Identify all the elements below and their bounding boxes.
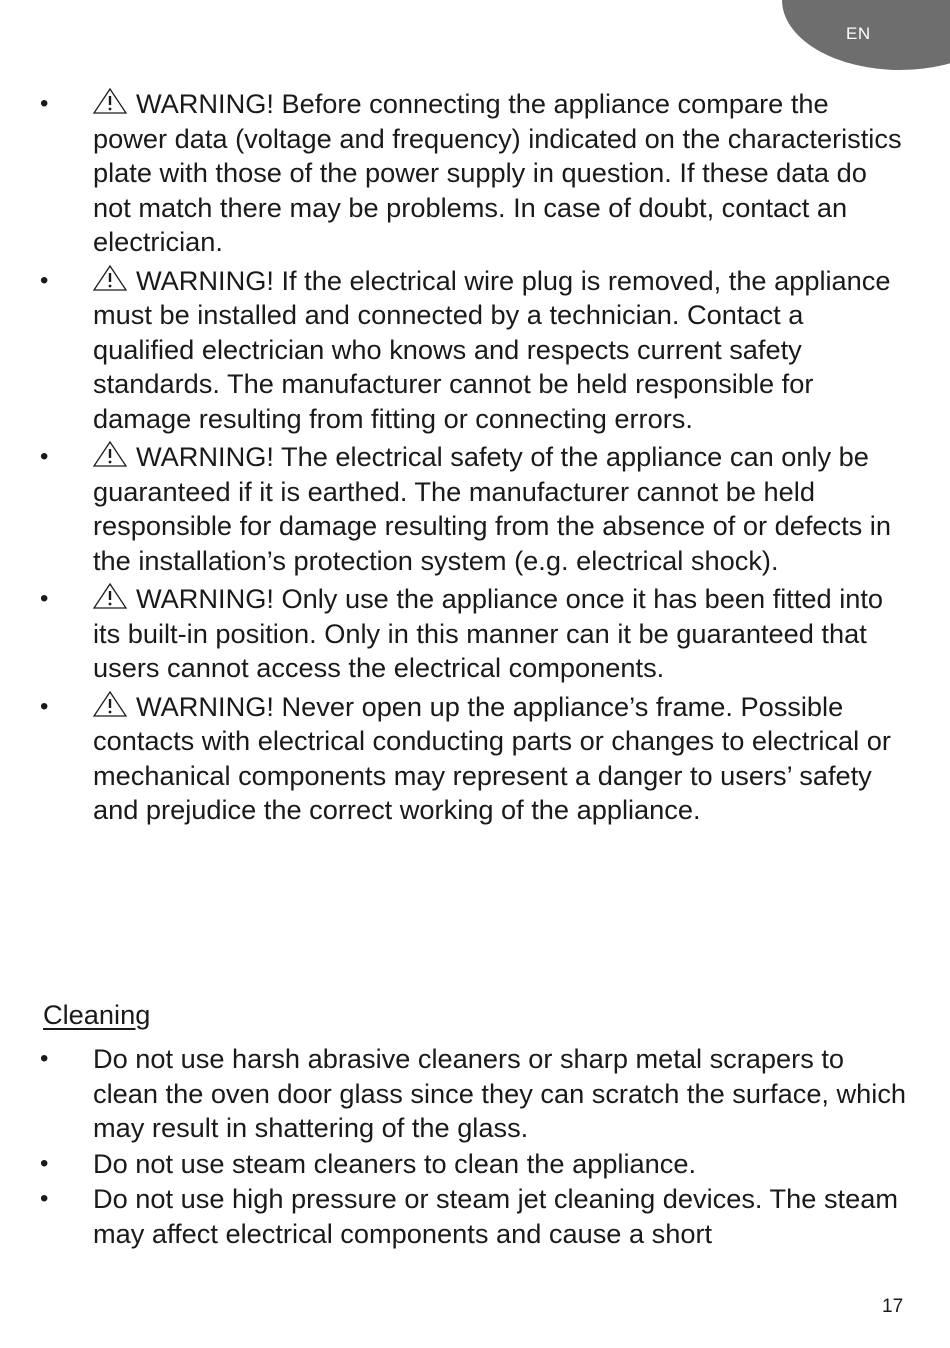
bullet: •: [40, 443, 49, 470]
warning-item: [0, 440, 950, 578]
warning-item: [0, 87, 950, 260]
warning-list: [0, 87, 950, 832]
warning-text: WARNING! Before connecting the appliance compare the power data (voltage and frequency) indicated on the characteristics plate with those of the power supply in question. If these data do not match there may be problems. In case of doubt, contact an electrician.: [93, 88, 902, 257]
cleaning-text: Do not use steam cleaners to clean the appliance.: [93, 1147, 697, 1179]
page-number: 17: [882, 1296, 904, 1317]
warning-text: WARNING! The electrical safety of the appliance can only be guaranteed if it is earthed. The manufacturer cannot be held responsible for damage resulting from the absence of or defects in the installation’s protection system (e.g. electrical shock).: [93, 441, 891, 576]
language-label: EN: [846, 24, 871, 43]
bullet: •: [40, 266, 49, 294]
warning-item: [0, 582, 950, 686]
warning-triangle-icon: [93, 691, 127, 717]
warning-triangle-icon: [93, 88, 127, 114]
bullet: •: [40, 692, 49, 720]
cleaning-item: [0, 1182, 950, 1251]
warning-triangle-icon: [93, 265, 127, 291]
warning-text: WARNING! If the electrical wire plug is removed, the appliance must be installed and connected by a technician. Contact a qualified electrician who knows and respects current safety standards. The manufacturer cannot be held responsible for damage resulting from fitting or connecting errors.: [93, 264, 891, 434]
warning-triangle-icon: [93, 441, 127, 467]
bullet: •: [40, 1045, 49, 1072]
cleaning-item: [0, 1147, 950, 1182]
warning-item: [0, 690, 950, 828]
cleaning-item: [0, 1042, 950, 1146]
warning-triangle-icon: [93, 583, 127, 609]
cleaning-text: Do not use harsh abrasive cleaners or sharp metal scrapers to clean the oven door glass since they can scratch the surface, which may result in shattering of the glass.: [93, 1043, 907, 1143]
bullet: •: [40, 585, 49, 612]
bullet: •: [40, 1149, 49, 1177]
bullet: •: [40, 90, 49, 117]
cleaning-heading: Cleaning: [43, 999, 151, 1030]
cleaning-list: [0, 1042, 950, 1252]
warning-text: WARNING! Only use the appliance once it has been fitted into its built-in position. Only in this manner can it be guaranteed that users cannot access the electrical components.: [93, 583, 884, 683]
cleaning-text: Do not use high pressure or steam jet cleaning devices. The steam may affect electrical components and cause a short: [93, 1183, 898, 1249]
warning-item: [0, 264, 950, 437]
warning-text: WARNING! Never open up the appliance’s frame. Possible contacts with electrical conducting parts or changes to electrical or mechanical components may represent a danger to users’ safety and prejudice the correct working of the appliance.: [93, 690, 891, 825]
bullet: •: [40, 1185, 49, 1212]
